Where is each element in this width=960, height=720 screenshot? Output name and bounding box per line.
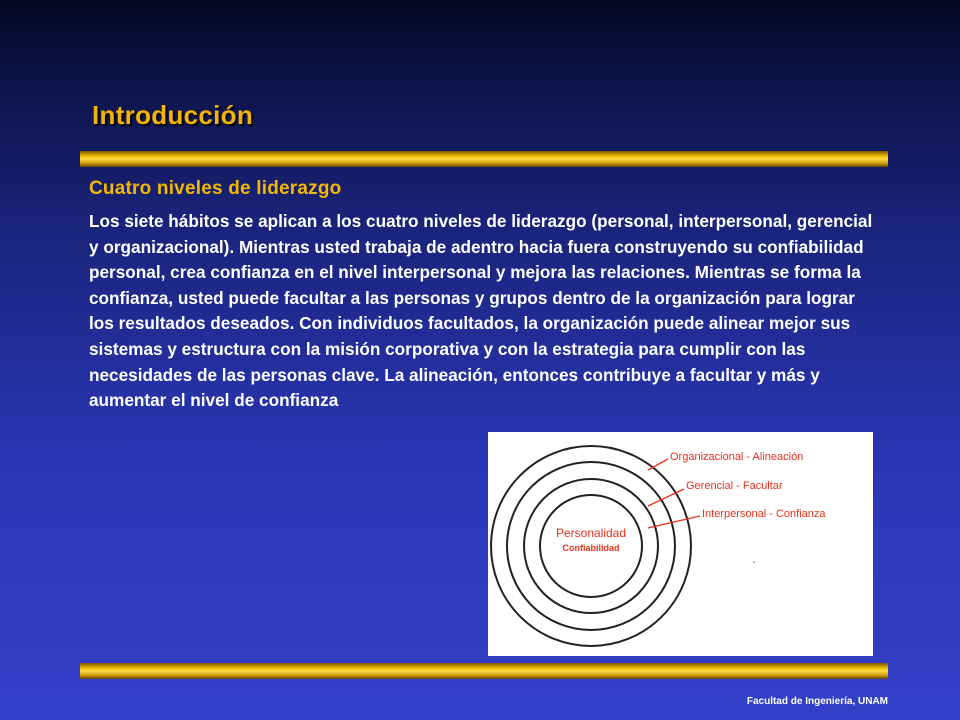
label-gerencial: Gerencial - Facultar bbox=[686, 480, 783, 492]
leader-line-organizational bbox=[648, 459, 668, 470]
bottom-divider bbox=[80, 663, 888, 679]
center-label: Personalidad bbox=[555, 526, 627, 540]
label-organizacional: Organizacional - Alineación bbox=[670, 451, 804, 463]
stray-dot bbox=[753, 561, 755, 563]
leader-line-interpersonal bbox=[648, 516, 700, 528]
center-sublabel: Confiabilidad bbox=[562, 543, 620, 553]
circles-svg bbox=[488, 432, 873, 656]
section-subtitle: Cuatro niveles de liderazgo bbox=[89, 178, 342, 199]
leadership-levels-diagram bbox=[488, 432, 873, 656]
footer-credit: Facultad de Ingeniería, UNAM bbox=[746, 696, 888, 707]
label-interpersonal: Interpersonal - Confianza bbox=[702, 508, 826, 520]
top-divider bbox=[80, 151, 888, 167]
slide-title: Introducción bbox=[92, 100, 254, 130]
body-paragraph: Los siete hábitos se aplican a los cuatro niveles de liderazgo (personal, interpersonal, gerencial y organizacional). Mientras usted trabaja de adentro hacia fuera construyendo su confiabilidad personal, crea confianza en el nivel interpersonal y mejora las relaciones. Mientras se forma la confianza, usted puede facultar a las personas y grupos dentro de la organización para lograr los resultados deseados. Con individuos facultados, la organización puede alinear mejor sus sistemas y estructura con la misión corporativa y con la estrategia para cumplir con las necesidades de las personas clave. La alineación, entonces contribuye a facultar y más y aumentar el nivel de confianza bbox=[89, 211, 873, 411]
